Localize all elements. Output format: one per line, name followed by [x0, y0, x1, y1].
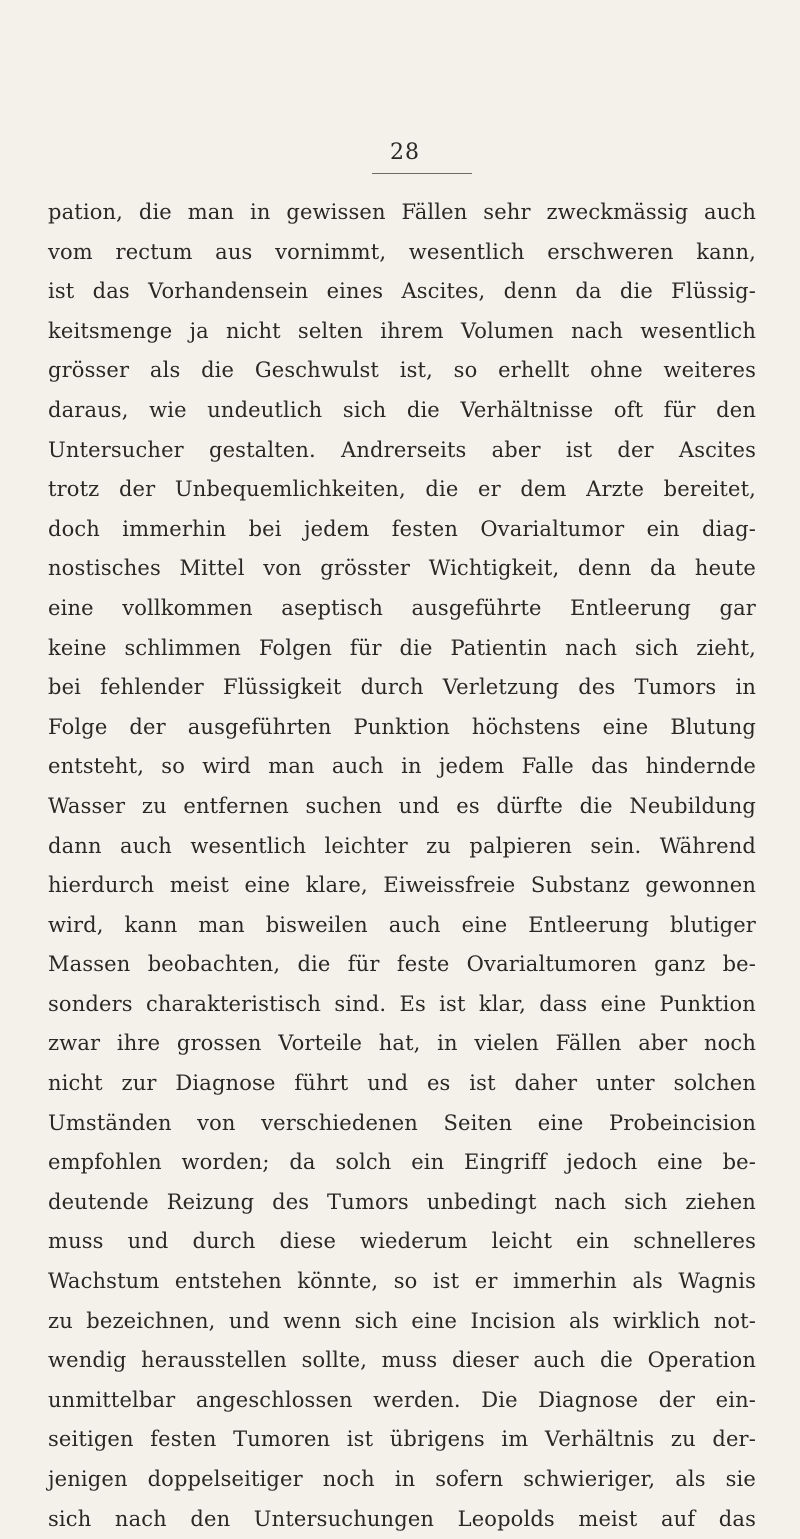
- text-line: doch immerhin bei jedem festen Ovarialtumor ein diag-: [48, 516, 756, 541]
- text-line: Massen beobachten, die für feste Ovarialtumoren ganz be-: [48, 952, 756, 977]
- text-line: ist das Vorhandensein eines Ascites, denn da die Flüssig-: [48, 279, 756, 304]
- text-line: bei fehlender Flüssigkeit durch Verletzung des Tumors in: [48, 675, 756, 700]
- text-line: seitigen festen Tumoren ist übrigens im Verhältnis zu der-: [48, 1427, 756, 1452]
- text-line: pation, die man in gewissen Fällen sehr zweckmässig auch: [48, 200, 756, 224]
- text-line: Wachstum entstehen könnte, so ist er immerhin als Wagnis: [48, 1269, 756, 1294]
- text-line: muss und durch diese wiederum leicht ein schnelleres: [48, 1229, 756, 1254]
- text-line: Untersucher gestalten. Andrerseits aber ist der Ascites: [48, 437, 756, 462]
- text-line: dann auch wesentlich leichter zu palpieren sein. Während: [48, 833, 756, 858]
- text-line: entsteht, so wird man auch in jedem Falle das hindernde: [48, 754, 756, 779]
- text-line: daraus, wie undeutlich sich die Verhältnisse oft für den: [48, 397, 756, 422]
- text-line: wendig herausstellen sollte, muss dieser auch die Operation: [48, 1348, 756, 1373]
- text-line: sonders charakteristisch sind. Es ist klar, dass eine Punktion: [48, 991, 756, 1016]
- text-line: nicht zur Diagnose führt und es ist daher unter solchen: [48, 1071, 756, 1096]
- text-line: eine vollkommen aseptisch ausgeführte Entleerung gar: [48, 595, 756, 620]
- body-text: [48, 193, 756, 1539]
- text-line: Wasser zu entfernen suchen und es dürfte die Neubildung: [48, 793, 756, 818]
- header-rule: [372, 173, 472, 174]
- text-line: nostisches Mittel von grösster Wichtigkeit, denn da heute: [48, 556, 756, 581]
- text-line: grösser als die Geschwulst ist, so erhellt ohne weiteres: [48, 358, 756, 383]
- text-line: trotz der Unbequemlichkeiten, die er dem Arzte bereitet,: [48, 477, 756, 502]
- text-line: deutende Reizung des Tumors unbedingt nach sich ziehen: [48, 1189, 756, 1214]
- text-line: unmittelbar angeschlossen werden. Die Diagnose der ein-: [48, 1387, 756, 1412]
- page-number: 28: [390, 140, 420, 165]
- text-line: keitsmenge ja nicht selten ihrem Volumen nach wesentlich: [48, 318, 756, 343]
- text-line: jenigen doppelseitiger noch in sofern schwieriger, als sie: [48, 1467, 756, 1491]
- text-line: zu bezeichnen, und wenn sich eine Incision als wirklich not-: [48, 1308, 756, 1333]
- text-line: wird, kann man bisweilen auch eine Entleerung blutiger: [48, 912, 756, 937]
- text-line: zwar ihre grossen Vorteile hat, in vielen Fällen aber noch: [48, 1031, 756, 1056]
- text-line: Folge der ausgeführten Punktion höchstens eine Blutung: [48, 714, 756, 739]
- text-line: sich nach den Untersuchungen Leopolds meist auf das: [48, 1506, 756, 1531]
- text-line: Umständen von verschiedenen Seiten eine Probeincision: [48, 1110, 756, 1135]
- text-line: hierdurch meist eine klare, Eiweissfreie Substanz gewonnen: [48, 873, 756, 898]
- page-header: [0, 140, 800, 180]
- text-line: empfohlen worden; da solch ein Eingriff jedoch eine be-: [48, 1150, 756, 1175]
- text-line: keine schlimmen Folgen für die Patientin nach sich zieht,: [48, 635, 756, 660]
- text-line: vom rectum aus vornimmt, wesentlich erschweren kann,: [48, 239, 756, 264]
